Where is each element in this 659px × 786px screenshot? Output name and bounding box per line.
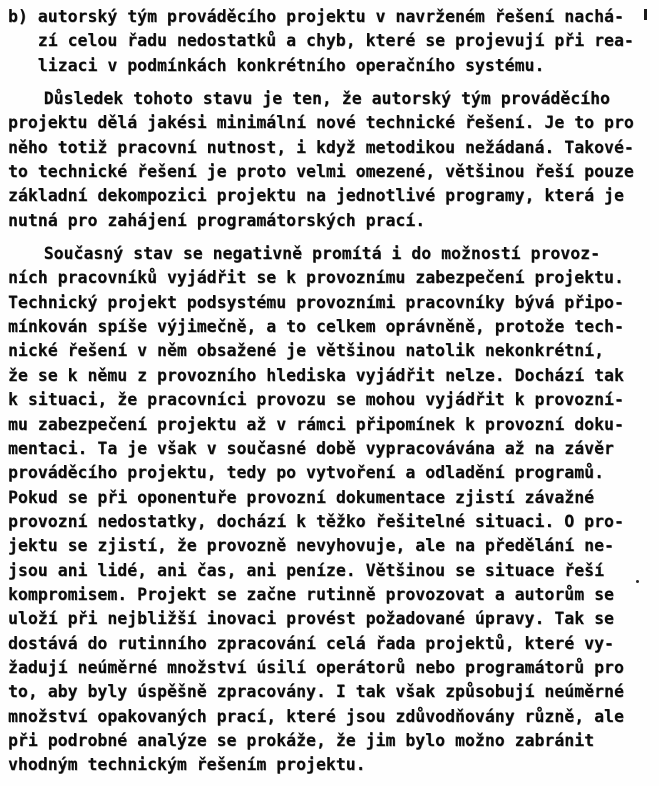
text-line: provozní nedostatky, dochází k těžko řešitelné situaci. O pro-	[8, 511, 624, 531]
list-item-marker: b)	[8, 7, 28, 26]
text-line: množství opakovaných prací, které jsou zdůvodňovány různě, ale	[8, 706, 624, 726]
text-line: k situaci, že pracovníci provozu se mohou vyjádřit k provozní-	[8, 390, 624, 410]
text-line: že se k němu z provozního hlediska vyjádřit nelze. Dochází tak	[8, 365, 624, 385]
paragraph-current-state	[8, 242, 655, 778]
text-line: prováděcího projektu, tedy po vytvoření a odladění programů.	[8, 463, 605, 483]
scan-artifact-dot	[636, 580, 639, 583]
text-line-content: autorský tým prováděcího projektu v navrženém řešení nachá-	[37, 7, 624, 26]
text-line: ních pracovníků vyjádřit se k provoznímu zabezpečení projektu.	[8, 268, 624, 288]
text-line: Důsledek tohoto stavu je ten, že autorský tým prováděcího	[43, 89, 610, 109]
text-line: Současný stav se negativně promítá i do možností provoz-	[43, 244, 601, 264]
text-line: žadují neúměrné množství úsilí operátorů nebo programátorů pro	[8, 657, 624, 677]
paragraph-consequence	[8, 87, 655, 233]
text-line: vhodným technickým řešením projektu.	[8, 755, 366, 775]
text-line: mu zabezpečení projektu až v rámci připomínek k provozní doku-	[8, 414, 624, 434]
text-line: jsou ani lidé, ani čas, ani peníze. Většinou se situace řeší	[8, 560, 605, 580]
text-line: projektu dělá jakési minimální nové technické řešení. Je to pro	[8, 113, 634, 133]
text-line: nické řešení v něm obsažené je většinou natolik nekonkrétní,	[8, 341, 605, 361]
text-line: mentaci. Ta je však v současné době vypracovávána až na závěr	[8, 438, 614, 458]
text-line: dostává do rutinního zpracování celá řada projektů, které vy-	[8, 633, 614, 653]
text-line: při podrobné analýze se prokáže, že jim bylo možno zabránit	[8, 730, 595, 750]
text-line: lizaci v podmínkách konkrétního operačního systému.	[37, 55, 545, 75]
text-line: uloží při nejbližší inovaci provést požadované úpravy. Tak se	[8, 609, 614, 629]
text-line: kompromisem. Projekt se začne rutinně provozovat a autorům se	[8, 584, 614, 604]
text-line	[8, 5, 655, 29]
text-line: zí celou řadu nedostatků a chyb, které se projevují při rea-	[37, 31, 634, 51]
text-line: základní dekompozici projektu na jednotlivé programy, která je	[8, 186, 624, 206]
text-line: něho totiž pracovní nutnost, i když metodikou nežádaná. Takové-	[8, 137, 634, 157]
text-line: jektu se zjistí, že provozně nevyhovuje, ale na předělání ne-	[8, 536, 614, 556]
text-line: mínkován spíše výjimečně, a to celkem oprávněně, protože tech-	[8, 317, 624, 337]
text-line: Pokud se při oponentuře provozní dokumentace zjistí závažné	[8, 487, 595, 507]
text-line: to, aby byly úspěšně zpracovány. I tak však způsobují neúměrné	[8, 682, 624, 702]
list-item-b	[8, 5, 655, 78]
text-line: Technický projekt podsystému provozními pracovníky bývá připo-	[8, 292, 624, 312]
text-line: to technické řešení je proto velmi omezené, většinou řeší pouze	[8, 162, 634, 182]
scan-artifact-mark	[644, 9, 647, 20]
text-line: nutná pro zahájení programátorských prací.	[8, 210, 426, 230]
